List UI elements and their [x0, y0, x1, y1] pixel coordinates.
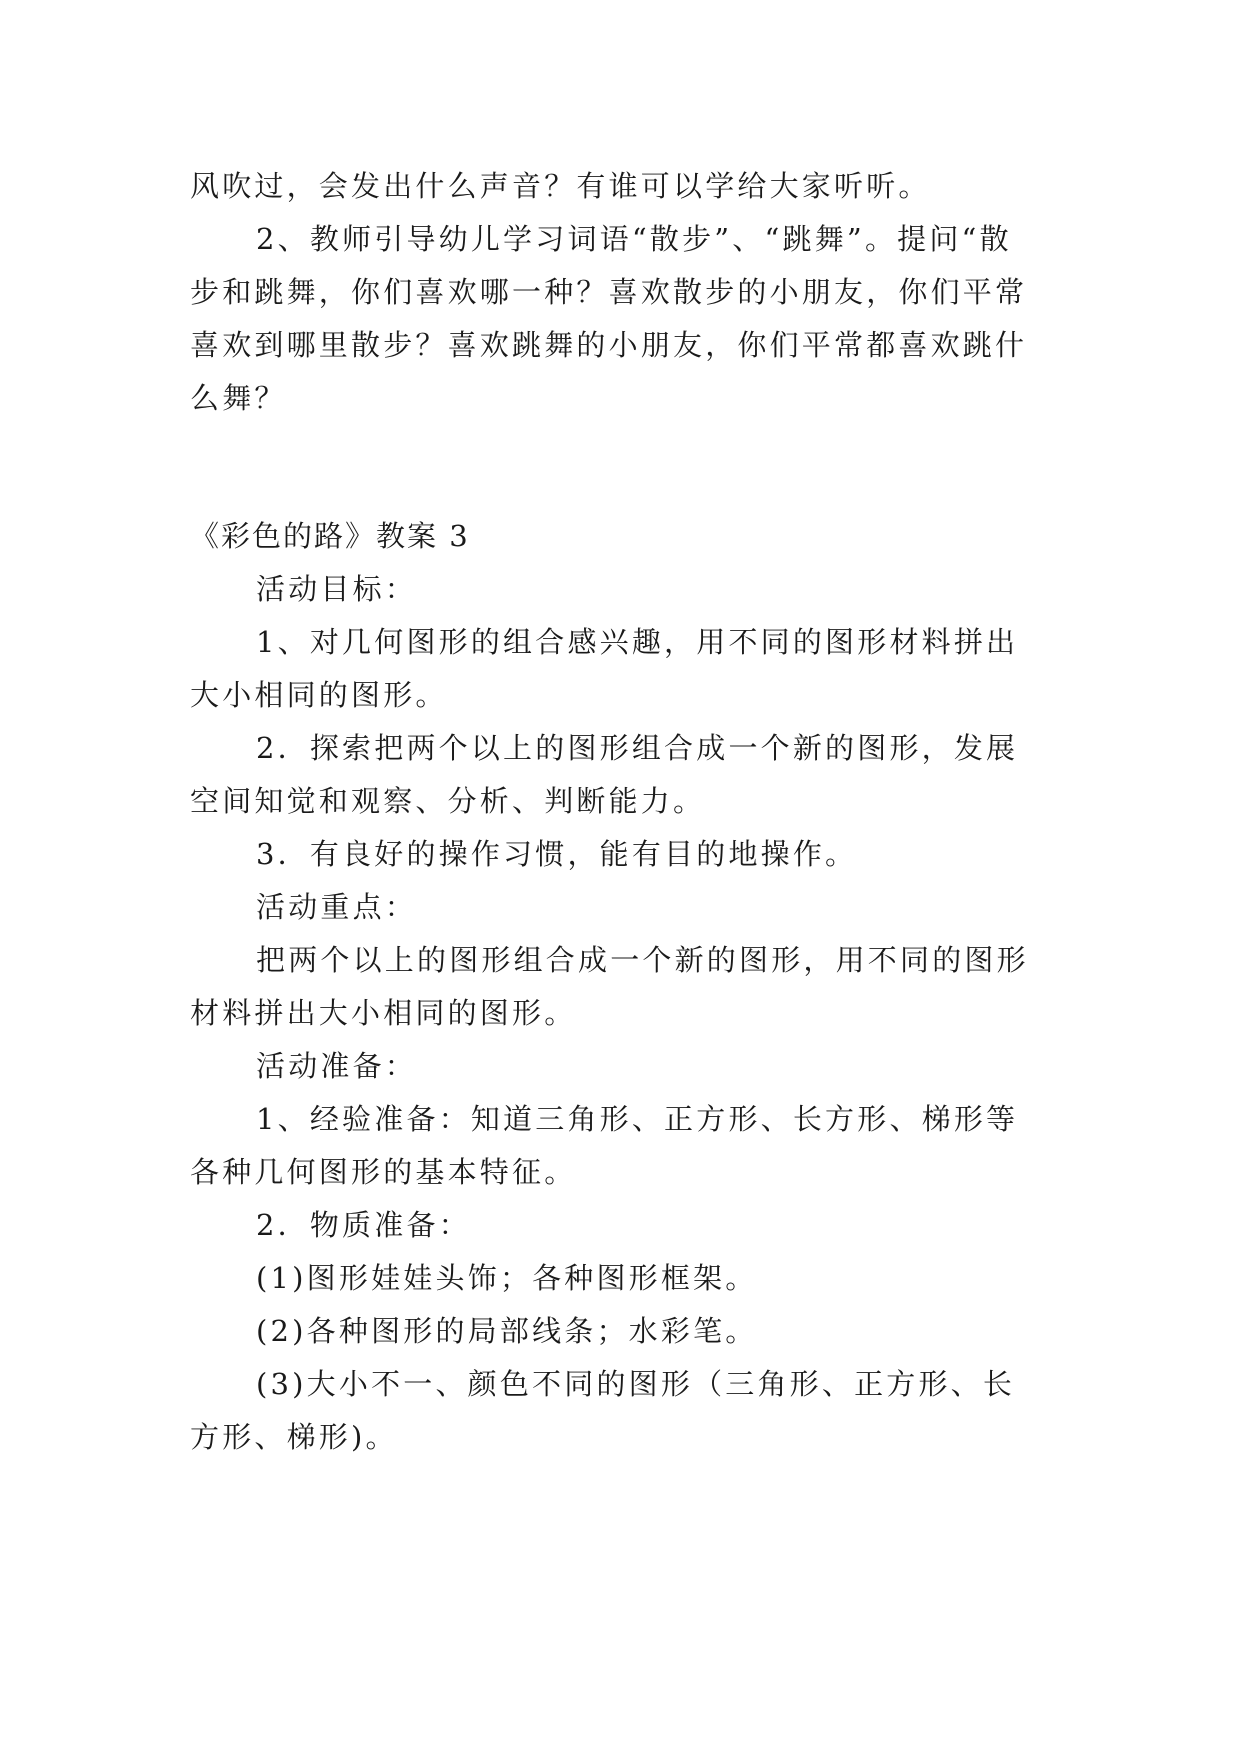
- section-title: 《彩色的路》教案 3: [190, 519, 470, 553]
- paragraph-line: 大小相同的图形。: [190, 678, 448, 712]
- paragraph-line: 3．有良好的操作习惯，能有目的地操作。: [256, 837, 858, 871]
- paragraph-line: 么舞？: [190, 381, 287, 415]
- paragraph-line: 各种几何图形的基本特征。: [190, 1155, 577, 1189]
- paragraph-line: 2．探索把两个以上的图形组合成一个新的图形，发展: [256, 731, 1019, 765]
- list-item: (2)各种图形的局部线条；水彩笔。: [256, 1314, 758, 1348]
- paragraph-line: 空间知觉和观察、分析、判断能力。: [190, 784, 706, 818]
- paragraph-line: 材料拼出大小相同的图形。: [190, 996, 577, 1030]
- paragraph-line: 把两个以上的图形组合成一个新的图形，用不同的图形: [256, 943, 1029, 977]
- paragraph-line: 2．物质准备：: [256, 1208, 471, 1242]
- subheading: 活动目标：: [256, 572, 418, 606]
- paragraph-line: 2、教师引导幼儿学习词语“散步”、“跳舞”。提问“散: [256, 222, 1012, 256]
- list-item: (1)图形娃娃头饰；各种图形框架。: [256, 1261, 758, 1295]
- paragraph-line: 方形、梯形)。: [190, 1420, 398, 1454]
- paragraph-line: 风吹过，会发出什么声音？有谁可以学给大家听听。: [190, 169, 931, 203]
- paragraph-line: 1、对几何图形的组合感兴趣，用不同的图形材料拼出: [256, 625, 1019, 659]
- list-item: (3)大小不一、颜色不同的图形（三角形、正方形、长: [256, 1367, 1016, 1401]
- paragraph-line: 步和跳舞，你们喜欢哪一种？喜欢散步的小朋友，你们平常: [190, 275, 1028, 309]
- paragraph-line: 1、经验准备：知道三角形、正方形、长方形、梯形等: [256, 1102, 1019, 1136]
- subheading: 活动准备：: [256, 1049, 418, 1083]
- paragraph-line: 喜欢到哪里散步？喜欢跳舞的小朋友，你们平常都喜欢跳什: [190, 328, 1028, 362]
- subheading: 活动重点：: [256, 890, 418, 924]
